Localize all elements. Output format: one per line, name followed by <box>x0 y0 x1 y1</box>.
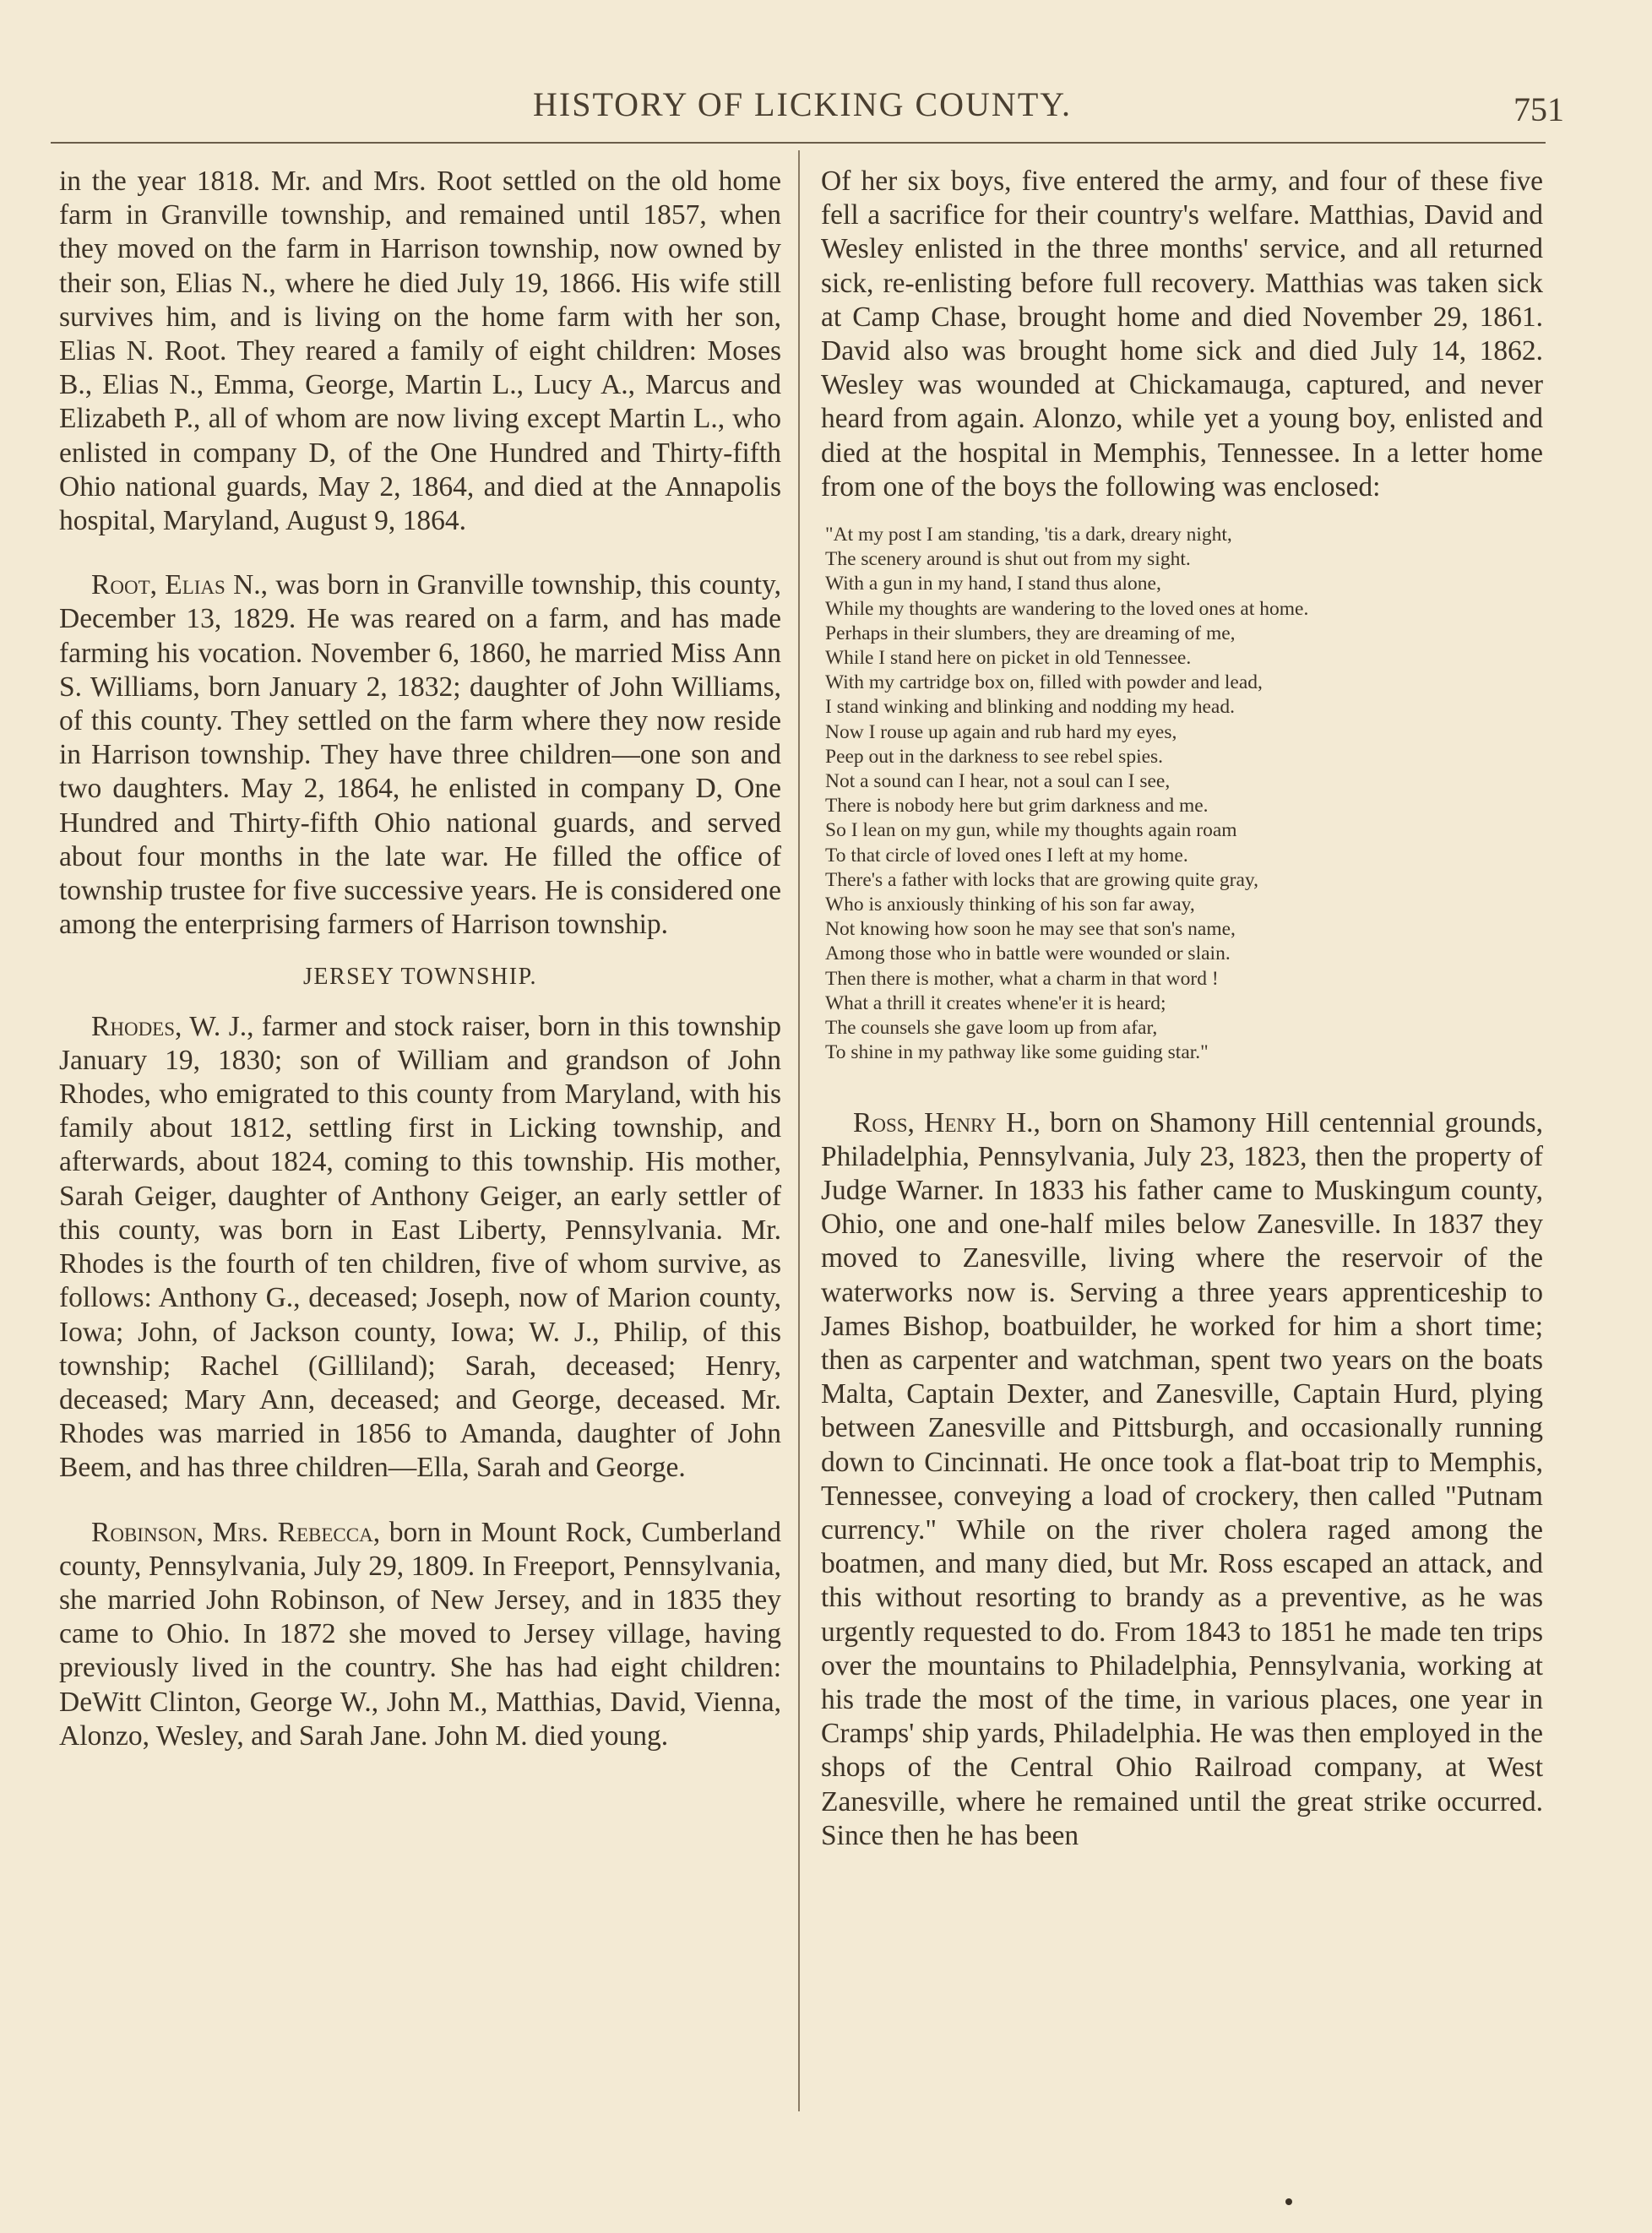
header-rule <box>51 142 1546 144</box>
ink-dot <box>1285 2198 1292 2205</box>
entry-text: farmer and stock raiser, born in this township January 19, 1830; son of William and grandson of John Rhodes, who emigrated to this county from Maryland, with his family about 1812, settling first in Licking township, and afterwards, about 1824, coming to this township. His mother, Sarah Geiger, daughter of Anthony Geiger, an early settler of this county, was born in East Liberty, Pennsylvania. Mr. Rhodes is the fourth of ten children, five of whom survive, as follows: Anthony G., deceased; Joseph, now of Marion county, Iowa; John, of Jackson county, Iowa; W. J., Philip, of this township; Rachel (Gilliland); Sarah, deceased; Henry, deceased; Mary Ann, deceased; and George, deceased. Mr. Rhodes was married in 1856 to Amanda, daughter of John Beem, and has three children—Ella, Sarah and George. <box>59 1010 781 1484</box>
poem-line: There's a father with locks that are growing quite gray, <box>825 868 1258 891</box>
entry-text: born in Mount Rock, Cumberland county, Pennsylvania, July 29, 1809. In Freeport, Pennsylvania, she married John Robinson, of New Jersey, and in 1835 they came to Ohio. In 1872 she moved to Jersey village, having previously lived in the country. She has had eight children: DeWitt Clinton, George W., John M., Matthias, David, Vienna, Alonzo, Wesley, and Sarah Jane. John M. died young. <box>59 1516 782 1752</box>
poem-line: Not knowing how soon he may see that son's name, <box>825 918 1236 941</box>
poem-line: Perhaps in their slumbers, they are dreaming of me, <box>825 622 1236 644</box>
right-column <box>821 165 1543 1853</box>
poem-line: "At my post I am standing, 'tis a dark, dreary night, <box>825 524 1232 546</box>
poem-line: The scenery around is shut out from my sight. <box>825 548 1191 571</box>
root-family-paragraph: in the year 1818. Mr. and Mrs. Root settled on the old home farm in Granville township, and remained until 1857, when they moved on the farm in Harrison township, now owned by their son, Elias N., where he died July 19, 1866. His wife still survives him, and is living on the home farm with her son, Elias N. Root. They reared a family of eight children: Moses B., Elias N., Emma, George, Martin L., Lucy A., Marcus and Elizabeth P., all of whom are now living except Martin L., who enlisted in company D, of the One Hundred and Thirty-fifth Ohio national guards, May 2, 1864, and died at the Annapolis hospital, Maryland, August 9, 1864. <box>59 166 781 537</box>
poem-line: To that circle of loved ones I left at my home. <box>825 844 1188 867</box>
poem-line: So I lean on my gun, while my thoughts again roam <box>825 819 1237 842</box>
robinson-sons-paragraph: Of her six boys, five entered the army, and four of these five fell a sacrifice for their country's welfare. Matthias, David and Wesley enlisted in the three months' service, and all returned sick, re-enlisting before full recovery. Matthias was taken sick at Camp Chase, brought home and died November 29, 1861. David also was brought home sick and died July 14, 1862. Wesley was wounded at Chickamauga, captured, and never heard from again. Alonzo, while yet a young boy, enlisted and died at the hospital in Memphis, Tennessee. In a letter home from one of the boys the following was enclosed: <box>821 166 1543 503</box>
poem-line: Not a sound can I hear, not a soul can I see, <box>825 770 1171 793</box>
entry-name: Root, Elias N., <box>91 569 269 601</box>
poem-line: There is nobody here but grim darkness and me. <box>825 795 1209 818</box>
entry-name: Robinson, Mrs. Rebecca, <box>91 1516 381 1548</box>
poem-line: The counsels she gave loom up from afar, <box>825 1017 1158 1040</box>
left-column <box>59 165 781 1753</box>
section-heading: JERSEY TOWNSHIP. <box>302 964 538 991</box>
page-number: 751 <box>1513 90 1564 128</box>
poem-line: To shine in my pathway like some guiding star." <box>825 1041 1209 1064</box>
entry-text: born on Shamony Hill centennial grounds, Philadelphia, Pennsylvania, July 23, 1823, then the property of Judge Warner. In 1833 his father came to Muskingum county, Ohio, one and one-half miles below Zanesville. In 1837 they moved to Zanesville, living where the reservoir of the waterworks now is. Serving a three years apprenticeship to James Bishop, boatbuilder, he worked for him a short time; then as carpenter and watchman, spent two years on the boats Malta, Captain Dexter, and Zanesville, Captain Hurd, plying between Zanesville and Pittsburgh, and occasionally running down to Cincinnati. He once took a flat-boat trip to Memphis, Tennessee, conveying a load of crockery, then called "Putnam currency." While on the river cholera raged among the boatmen, and many died, but Mr. Ross escaped an attack, and this without resorting to brandy as a preventive, as he was urgently requested to do. From 1843 to 1851 he made ten trips over the mountains to Philadelphia, Pennsylvania, working at his trade the most of the time, in various places, one year in Cramps' ship yards, Philadelphia. He was then employed in the shops of the Central Ohio Railroad company, at West Zanesville, where he remained until the great strike occurred. Since then he has been <box>821 1106 1543 1851</box>
page-header <box>51 84 1564 135</box>
entry-text: was born in Granville township, this county, December 13, 1829. He was reared on a farm, and has made farming his vocation. November 6, 1860, he married Miss Ann S. Williams, born January 2, 1832; daughter of John Williams, of this county. They settled on the farm where they now reside in Harrison township. They have three children—one son and two daughters. May 2, 1864, he enlisted in company D, One Hundred and Thirty-fifth Ohio national guards, and served about four months in the late war. He filled the office of township trustee for five successive years. He is considered one among the enterprising farmers of Harrison township. <box>59 569 781 941</box>
rhodes-entry <box>59 1010 781 1486</box>
column-divider <box>798 150 800 2111</box>
ross-entry <box>821 1106 1543 1853</box>
root-elias-entry <box>59 568 781 942</box>
entry-name: Ross, Henry H., <box>853 1106 1041 1138</box>
poem <box>825 523 1543 1065</box>
poem-line: Now I rouse up again and rub hard my eyes, <box>825 720 1177 743</box>
poem-line: Among those who in battle were wounded or slain. <box>825 943 1231 965</box>
poem-line: Who is anxiously thinking of his son far away, <box>825 894 1195 916</box>
poem-line: What a thrill it creates whene'er it is heard; <box>825 992 1166 1014</box>
running-title: HISTORY OF LICKING COUNTY. <box>533 85 1072 123</box>
poem-line: While my thoughts are wandering to the loved ones at home. <box>825 597 1309 620</box>
entry-name: Rhodes, W. J., <box>91 1010 254 1042</box>
poem-line: Peep out in the darkness to see rebel spies. <box>825 745 1164 768</box>
poem-line: Then there is mother, what a charm in that word ! <box>825 967 1219 990</box>
poem-line: While I stand here on picket in old Tennessee. <box>825 647 1192 670</box>
poem-line: With a gun in my hand, I stand thus alone, <box>825 573 1161 595</box>
poem-line: With my cartridge box on, filled with powder and lead, <box>825 671 1263 694</box>
robinson-entry <box>59 1516 781 1753</box>
poem-line: I stand winking and blinking and nodding my head. <box>825 696 1235 719</box>
